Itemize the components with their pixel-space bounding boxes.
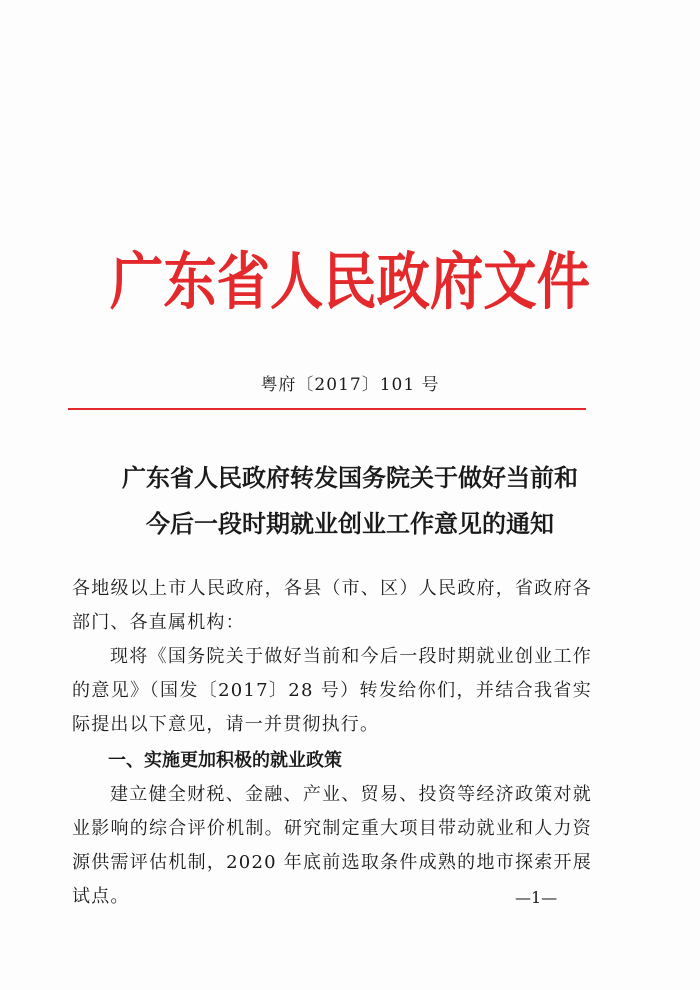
page-number: —1— — [515, 888, 558, 907]
paragraph-2: 建立健全财税、金融、产业、贸易、投资等经济政策对就业影响的综合评价机制。研究制定重大项目带动就业和人力资源供需评估机制，2020 年底前选取条件成熟的地市探索开展试点。 — [72, 784, 592, 907]
section-heading-1: 一、实施更加积极的就业政策 — [108, 750, 342, 771]
document-masthead: 广东省人民政府文件 — [110, 245, 590, 318]
paragraph-1: 现将《国务院关于做好当前和今后一段时期就业创业工作的意见》（国发〔2017〕28 号）转发给你们，并结合我省实际提出以下意见，请一并贯彻执行。 — [72, 646, 592, 735]
salutation: 各地级以上市人民政府，各县（市、区）人民政府，省政府各部门、各直属机构： — [72, 578, 592, 633]
document-number: 粤府〔2017〕101 号 — [260, 375, 440, 395]
title-line-1: 广东省人民政府转发国务院关于做好当前和 — [122, 464, 578, 492]
title-line-2: 今后一段时期就业创业工作意见的通知 — [146, 510, 554, 538]
document-title — [0, 455, 700, 547]
red-separator-line — [68, 408, 586, 410]
